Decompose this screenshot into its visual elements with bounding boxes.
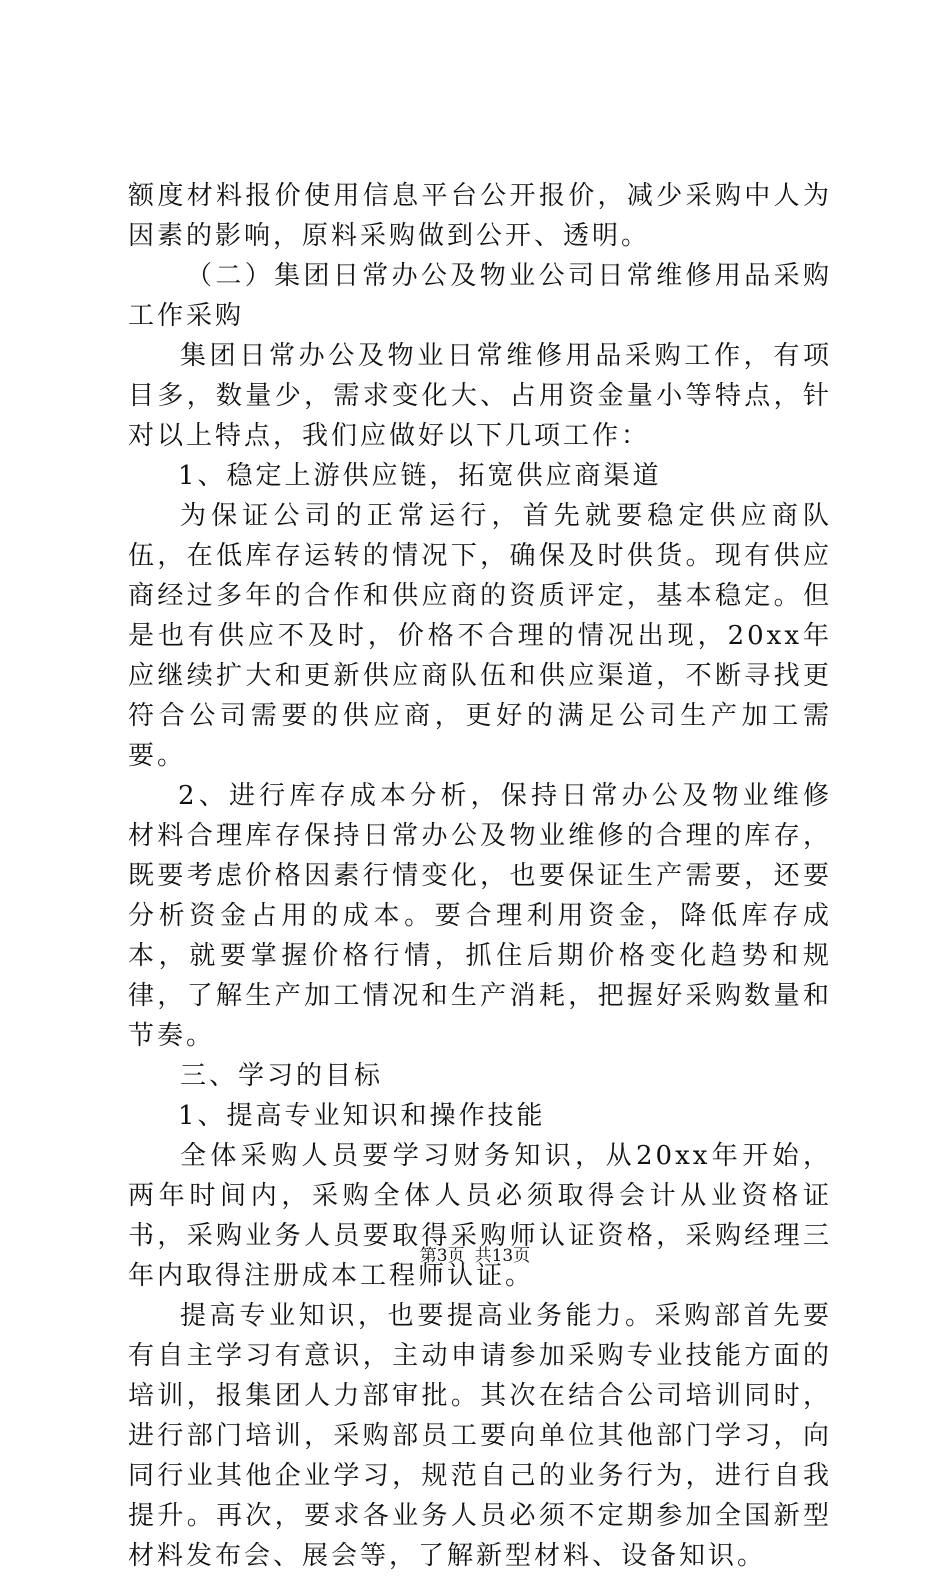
- page-total: 共13页: [474, 1246, 531, 1266]
- list-heading-1: 1、提高专业知识和操作技能: [178, 1101, 546, 1131]
- paragraph: 全体采购人员要学习财务知识，从20xx年开始，两年时间内，采购全体人员必须取得会计从业资格证书，采购业务人员要取得采购师认证资格，采购经理三年内取得注册成本工程师认证。: [128, 1141, 832, 1291]
- page-footer: [0, 1244, 950, 1268]
- page-number: 第3页: [419, 1246, 465, 1266]
- paragraph: 提高专业知识，也要提高业务能力。采购部首先要有自主学习有意识，主动申请参加采购专业技能方面的培训，报集团人力部审批。其次在结合公司培训同时，进行部门培训，采购部员工要向单位其他部门学习，向同行业其他企业学习，规范自己的业务行为，进行自我提升。再次，要求各业务人员必须不定期参加全国新型材料发布会、展会等，了解新型材料、设备知识。: [128, 1301, 832, 1571]
- section-heading-3: 三、学习的目标: [180, 1061, 384, 1091]
- list-heading-1: 1、稳定上游供应链，拓宽供应商渠道: [178, 461, 662, 491]
- paragraph: 为保证公司的正常运行，首先就要稳定供应商队伍，在低库存运转的情况下，确保及时供货。现有供应商经过多年的合作和供应商的资质评定，基本稳定。但是也有供应不及时，价格不合理的情况出现，20xx年应继续扩大和更新供应商队伍和供应渠道，不断寻找更符合公司需要的供应商，更好的满足公司生产加工需要。: [128, 501, 832, 771]
- section-heading-2: （二）集团日常办公及物业公司日常维修用品采购工作采购: [128, 261, 832, 331]
- paragraph: 集团日常办公及物业日常维修用品采购工作，有项目多，数量少，需求变化大、占用资金量小等特点，针对以上特点，我们应做好以下几项工作：: [128, 341, 832, 451]
- document-body: [128, 176, 832, 1576]
- paragraph-continuation: 额度材料报价使用信息平台公开报价，减少采购中人为因素的影响，原料采购做到公开、透明。: [128, 181, 832, 251]
- list-heading-2: 2、进行库存成本分析，保持日常办公及物业维修材料合理库存保持日常办公及物业维修的合理的库存，既要考虑价格因素行情变化，也要保证生产需要，还要分析资金占用的成本。要合理利用资金，降低库存成本，就要掌握价格行情，抓住后期价格变化趋势和规律，了解生产加工情况和生产消耗，把握好采购数量和节奏。: [128, 781, 832, 1051]
